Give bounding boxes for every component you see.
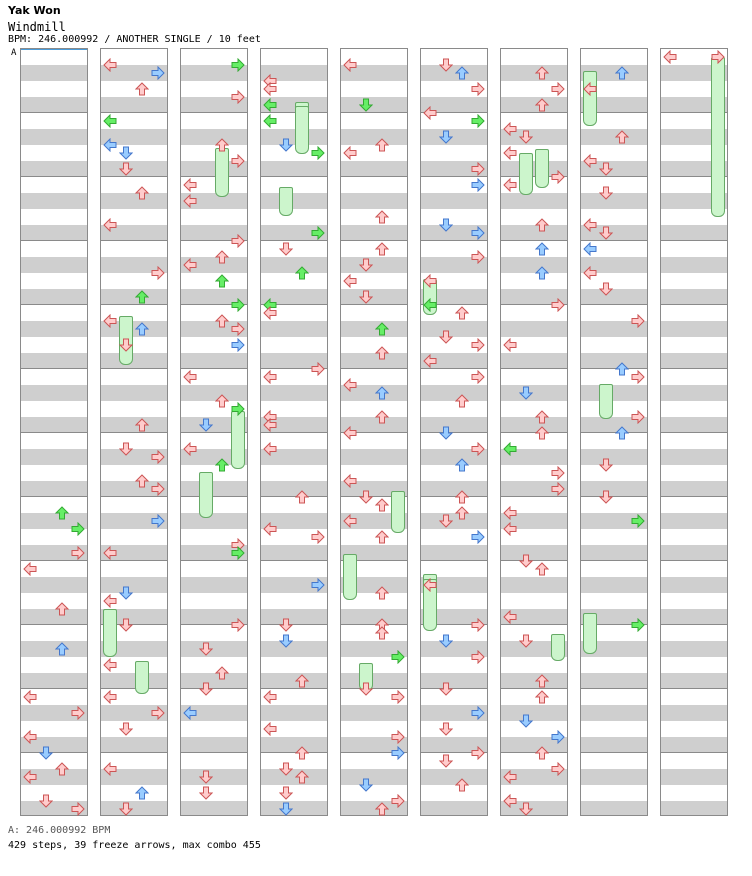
down-arrow-icon	[359, 682, 373, 696]
left-arrow-icon	[263, 370, 277, 384]
up-arrow-icon	[375, 386, 389, 400]
right-arrow-icon	[471, 82, 485, 96]
left-arrow-icon	[263, 442, 277, 456]
left-arrow-icon	[103, 314, 117, 328]
up-arrow-icon	[215, 274, 229, 288]
right-arrow-icon	[71, 706, 85, 720]
up-arrow-icon	[535, 266, 549, 280]
up-arrow-icon	[295, 770, 309, 784]
freeze-arrow	[215, 148, 229, 197]
left-arrow-icon	[263, 82, 277, 96]
freeze-arrow	[343, 554, 357, 600]
right-arrow-icon	[231, 402, 245, 416]
up-arrow-icon	[535, 410, 549, 424]
left-arrow-icon	[503, 338, 517, 352]
up-arrow-icon	[535, 98, 549, 112]
freeze-arrow	[199, 472, 213, 518]
up-arrow-icon	[615, 130, 629, 144]
up-arrow-icon	[535, 426, 549, 440]
down-arrow-icon	[519, 714, 533, 728]
up-arrow-icon	[375, 498, 389, 512]
left-arrow-icon	[423, 298, 437, 312]
freeze-arrow	[583, 613, 597, 654]
left-arrow-icon	[103, 658, 117, 672]
down-arrow-icon	[439, 514, 453, 528]
right-arrow-icon	[391, 746, 405, 760]
up-arrow-icon	[535, 66, 549, 80]
up-arrow-icon	[215, 394, 229, 408]
left-arrow-icon	[23, 562, 37, 576]
up-arrow-icon	[375, 530, 389, 544]
right-arrow-icon	[311, 578, 325, 592]
left-arrow-icon	[503, 442, 517, 456]
up-arrow-icon	[135, 786, 149, 800]
up-arrow-icon	[375, 242, 389, 256]
bpm-marker: A	[11, 48, 17, 58]
up-arrow-icon	[295, 490, 309, 504]
left-arrow-icon	[103, 138, 117, 152]
up-arrow-icon	[375, 802, 389, 816]
down-arrow-icon	[519, 386, 533, 400]
left-arrow-icon	[343, 426, 357, 440]
freeze-arrow	[295, 106, 309, 154]
right-arrow-icon	[231, 154, 245, 168]
down-arrow-icon	[439, 330, 453, 344]
up-arrow-icon	[535, 674, 549, 688]
freeze-arrow	[519, 153, 533, 195]
right-arrow-icon	[471, 530, 485, 544]
up-arrow-icon	[615, 362, 629, 376]
measure-column	[180, 48, 248, 816]
up-arrow-icon	[375, 586, 389, 600]
up-arrow-icon	[455, 506, 469, 520]
up-arrow-icon	[295, 674, 309, 688]
up-arrow-icon	[135, 186, 149, 200]
down-arrow-icon	[599, 458, 613, 472]
measure-column	[20, 48, 88, 816]
song-artist: Yak Won	[8, 4, 61, 17]
up-arrow-icon	[455, 394, 469, 408]
right-arrow-icon	[551, 762, 565, 776]
down-arrow-icon	[119, 338, 133, 352]
measure-column	[500, 48, 568, 816]
right-arrow-icon	[471, 162, 485, 176]
down-arrow-icon	[359, 778, 373, 792]
footer-stats: 429 steps, 39 freeze arrows, max combo 455	[8, 840, 261, 851]
right-arrow-icon	[471, 746, 485, 760]
left-arrow-icon	[103, 762, 117, 776]
freeze-arrow	[583, 71, 597, 126]
left-arrow-icon	[183, 706, 197, 720]
down-arrow-icon	[119, 802, 133, 816]
right-arrow-icon	[391, 794, 405, 808]
down-arrow-icon	[119, 442, 133, 456]
up-arrow-icon	[535, 690, 549, 704]
right-arrow-icon	[311, 362, 325, 376]
down-arrow-icon	[439, 722, 453, 736]
up-arrow-icon	[535, 242, 549, 256]
down-arrow-icon	[199, 642, 213, 656]
left-arrow-icon	[343, 58, 357, 72]
down-arrow-icon	[119, 722, 133, 736]
down-arrow-icon	[119, 586, 133, 600]
down-arrow-icon	[599, 226, 613, 240]
left-arrow-icon	[343, 474, 357, 488]
up-arrow-icon	[135, 82, 149, 96]
down-arrow-icon	[519, 634, 533, 648]
down-arrow-icon	[279, 242, 293, 256]
down-arrow-icon	[439, 634, 453, 648]
right-arrow-icon	[471, 650, 485, 664]
freeze-arrow	[279, 187, 293, 216]
left-arrow-icon	[263, 98, 277, 112]
down-arrow-icon	[39, 794, 53, 808]
down-arrow-icon	[439, 754, 453, 768]
down-arrow-icon	[279, 786, 293, 800]
left-arrow-icon	[103, 58, 117, 72]
left-arrow-icon	[23, 730, 37, 744]
up-arrow-icon	[55, 762, 69, 776]
left-arrow-icon	[423, 106, 437, 120]
up-arrow-icon	[55, 642, 69, 656]
right-arrow-icon	[471, 706, 485, 720]
left-arrow-icon	[503, 506, 517, 520]
right-arrow-icon	[551, 730, 565, 744]
down-arrow-icon	[119, 146, 133, 160]
up-arrow-icon	[215, 250, 229, 264]
measure-column	[580, 48, 648, 816]
left-arrow-icon	[343, 378, 357, 392]
down-arrow-icon	[599, 282, 613, 296]
left-arrow-icon	[583, 266, 597, 280]
right-arrow-icon	[631, 618, 645, 632]
up-arrow-icon	[375, 410, 389, 424]
left-arrow-icon	[263, 522, 277, 536]
right-arrow-icon	[631, 314, 645, 328]
right-arrow-icon	[551, 82, 565, 96]
down-arrow-icon	[599, 490, 613, 504]
down-arrow-icon	[279, 138, 293, 152]
right-arrow-icon	[471, 442, 485, 456]
left-arrow-icon	[423, 274, 437, 288]
right-arrow-icon	[151, 706, 165, 720]
down-arrow-icon	[439, 58, 453, 72]
left-arrow-icon	[583, 154, 597, 168]
left-arrow-icon	[583, 82, 597, 96]
right-arrow-icon	[551, 298, 565, 312]
down-arrow-icon	[439, 426, 453, 440]
left-arrow-icon	[583, 242, 597, 256]
left-arrow-icon	[663, 50, 677, 64]
right-arrow-icon	[551, 466, 565, 480]
up-arrow-icon	[375, 210, 389, 224]
left-arrow-icon	[263, 722, 277, 736]
up-arrow-icon	[455, 778, 469, 792]
up-arrow-icon	[135, 322, 149, 336]
up-arrow-icon	[615, 426, 629, 440]
right-arrow-icon	[151, 450, 165, 464]
left-arrow-icon	[103, 594, 117, 608]
left-arrow-icon	[103, 114, 117, 128]
up-arrow-icon	[215, 138, 229, 152]
right-arrow-icon	[471, 370, 485, 384]
down-arrow-icon	[519, 554, 533, 568]
right-arrow-icon	[471, 250, 485, 264]
left-arrow-icon	[263, 418, 277, 432]
left-arrow-icon	[503, 770, 517, 784]
freeze-arrow	[103, 609, 117, 657]
left-arrow-icon	[423, 354, 437, 368]
down-arrow-icon	[439, 218, 453, 232]
up-arrow-icon	[215, 458, 229, 472]
down-arrow-icon	[199, 418, 213, 432]
up-arrow-icon	[535, 562, 549, 576]
down-arrow-icon	[519, 802, 533, 816]
up-arrow-icon	[55, 506, 69, 520]
left-arrow-icon	[23, 690, 37, 704]
left-arrow-icon	[183, 442, 197, 456]
down-arrow-icon	[439, 682, 453, 696]
down-arrow-icon	[599, 162, 613, 176]
right-arrow-icon	[391, 650, 405, 664]
right-arrow-icon	[551, 170, 565, 184]
down-arrow-icon	[199, 682, 213, 696]
up-arrow-icon	[295, 746, 309, 760]
right-arrow-icon	[231, 58, 245, 72]
up-arrow-icon	[375, 626, 389, 640]
right-arrow-icon	[391, 730, 405, 744]
measure-column	[420, 48, 488, 816]
up-arrow-icon	[455, 458, 469, 472]
freeze-arrow	[535, 149, 549, 188]
right-arrow-icon	[231, 618, 245, 632]
up-arrow-icon	[455, 66, 469, 80]
freeze-arrow	[599, 384, 613, 419]
down-arrow-icon	[439, 130, 453, 144]
measure-column	[660, 48, 728, 816]
right-arrow-icon	[151, 514, 165, 528]
down-arrow-icon	[119, 162, 133, 176]
down-arrow-icon	[39, 746, 53, 760]
left-arrow-icon	[503, 794, 517, 808]
right-arrow-icon	[391, 690, 405, 704]
up-arrow-icon	[615, 66, 629, 80]
up-arrow-icon	[215, 666, 229, 680]
right-arrow-icon	[231, 338, 245, 352]
right-arrow-icon	[151, 66, 165, 80]
right-arrow-icon	[471, 338, 485, 352]
left-arrow-icon	[183, 178, 197, 192]
right-arrow-icon	[71, 522, 85, 536]
measure-column	[260, 48, 328, 816]
down-arrow-icon	[359, 490, 373, 504]
up-arrow-icon	[455, 490, 469, 504]
left-arrow-icon	[103, 690, 117, 704]
freeze-arrow	[231, 411, 245, 469]
freeze-arrow	[135, 661, 149, 694]
left-arrow-icon	[183, 370, 197, 384]
right-arrow-icon	[231, 298, 245, 312]
left-arrow-icon	[103, 546, 117, 560]
measure-column	[340, 48, 408, 816]
bpm-change-line	[21, 49, 87, 50]
chart-info: BPM: 246.000992 / ANOTHER SINGLE / 10 feet	[8, 34, 261, 45]
right-arrow-icon	[471, 114, 485, 128]
right-arrow-icon	[631, 410, 645, 424]
right-arrow-icon	[71, 802, 85, 816]
up-arrow-icon	[135, 474, 149, 488]
left-arrow-icon	[263, 114, 277, 128]
right-arrow-icon	[231, 90, 245, 104]
footer-bpm: A: 246.000992 BPM	[8, 825, 111, 836]
left-arrow-icon	[263, 690, 277, 704]
down-arrow-icon	[519, 130, 533, 144]
measure-column	[100, 48, 168, 816]
song-title: Windmill	[8, 20, 66, 34]
right-arrow-icon	[471, 178, 485, 192]
up-arrow-icon	[535, 746, 549, 760]
freeze-arrow	[391, 491, 405, 533]
right-arrow-icon	[551, 482, 565, 496]
right-arrow-icon	[631, 514, 645, 528]
left-arrow-icon	[503, 610, 517, 624]
down-arrow-icon	[279, 802, 293, 816]
freeze-arrow	[711, 57, 725, 217]
left-arrow-icon	[503, 178, 517, 192]
down-arrow-icon	[279, 618, 293, 632]
left-arrow-icon	[343, 514, 357, 528]
down-arrow-icon	[359, 258, 373, 272]
left-arrow-icon	[343, 146, 357, 160]
left-arrow-icon	[503, 146, 517, 160]
left-arrow-icon	[103, 218, 117, 232]
left-arrow-icon	[183, 258, 197, 272]
right-arrow-icon	[151, 482, 165, 496]
right-arrow-icon	[471, 618, 485, 632]
right-arrow-icon	[311, 146, 325, 160]
down-arrow-icon	[359, 98, 373, 112]
right-arrow-icon	[311, 530, 325, 544]
right-arrow-icon	[471, 226, 485, 240]
left-arrow-icon	[503, 522, 517, 536]
right-arrow-icon	[71, 546, 85, 560]
down-arrow-icon	[599, 186, 613, 200]
right-arrow-icon	[151, 266, 165, 280]
left-arrow-icon	[423, 578, 437, 592]
down-arrow-icon	[119, 618, 133, 632]
right-arrow-icon	[231, 322, 245, 336]
left-arrow-icon	[263, 306, 277, 320]
left-arrow-icon	[343, 274, 357, 288]
down-arrow-icon	[359, 290, 373, 304]
right-arrow-icon	[231, 234, 245, 248]
up-arrow-icon	[215, 314, 229, 328]
up-arrow-icon	[135, 418, 149, 432]
down-arrow-icon	[199, 770, 213, 784]
right-arrow-icon	[631, 370, 645, 384]
up-arrow-icon	[375, 138, 389, 152]
freeze-arrow	[551, 634, 565, 661]
down-arrow-icon	[279, 634, 293, 648]
up-arrow-icon	[375, 322, 389, 336]
up-arrow-icon	[295, 266, 309, 280]
up-arrow-icon	[535, 218, 549, 232]
left-arrow-icon	[503, 122, 517, 136]
up-arrow-icon	[375, 346, 389, 360]
right-arrow-icon	[231, 546, 245, 560]
left-arrow-icon	[583, 218, 597, 232]
up-arrow-icon	[55, 602, 69, 616]
right-arrow-icon	[711, 50, 725, 64]
down-arrow-icon	[199, 786, 213, 800]
right-arrow-icon	[311, 226, 325, 240]
up-arrow-icon	[135, 290, 149, 304]
left-arrow-icon	[183, 194, 197, 208]
left-arrow-icon	[23, 770, 37, 784]
down-arrow-icon	[279, 762, 293, 776]
up-arrow-icon	[455, 306, 469, 320]
